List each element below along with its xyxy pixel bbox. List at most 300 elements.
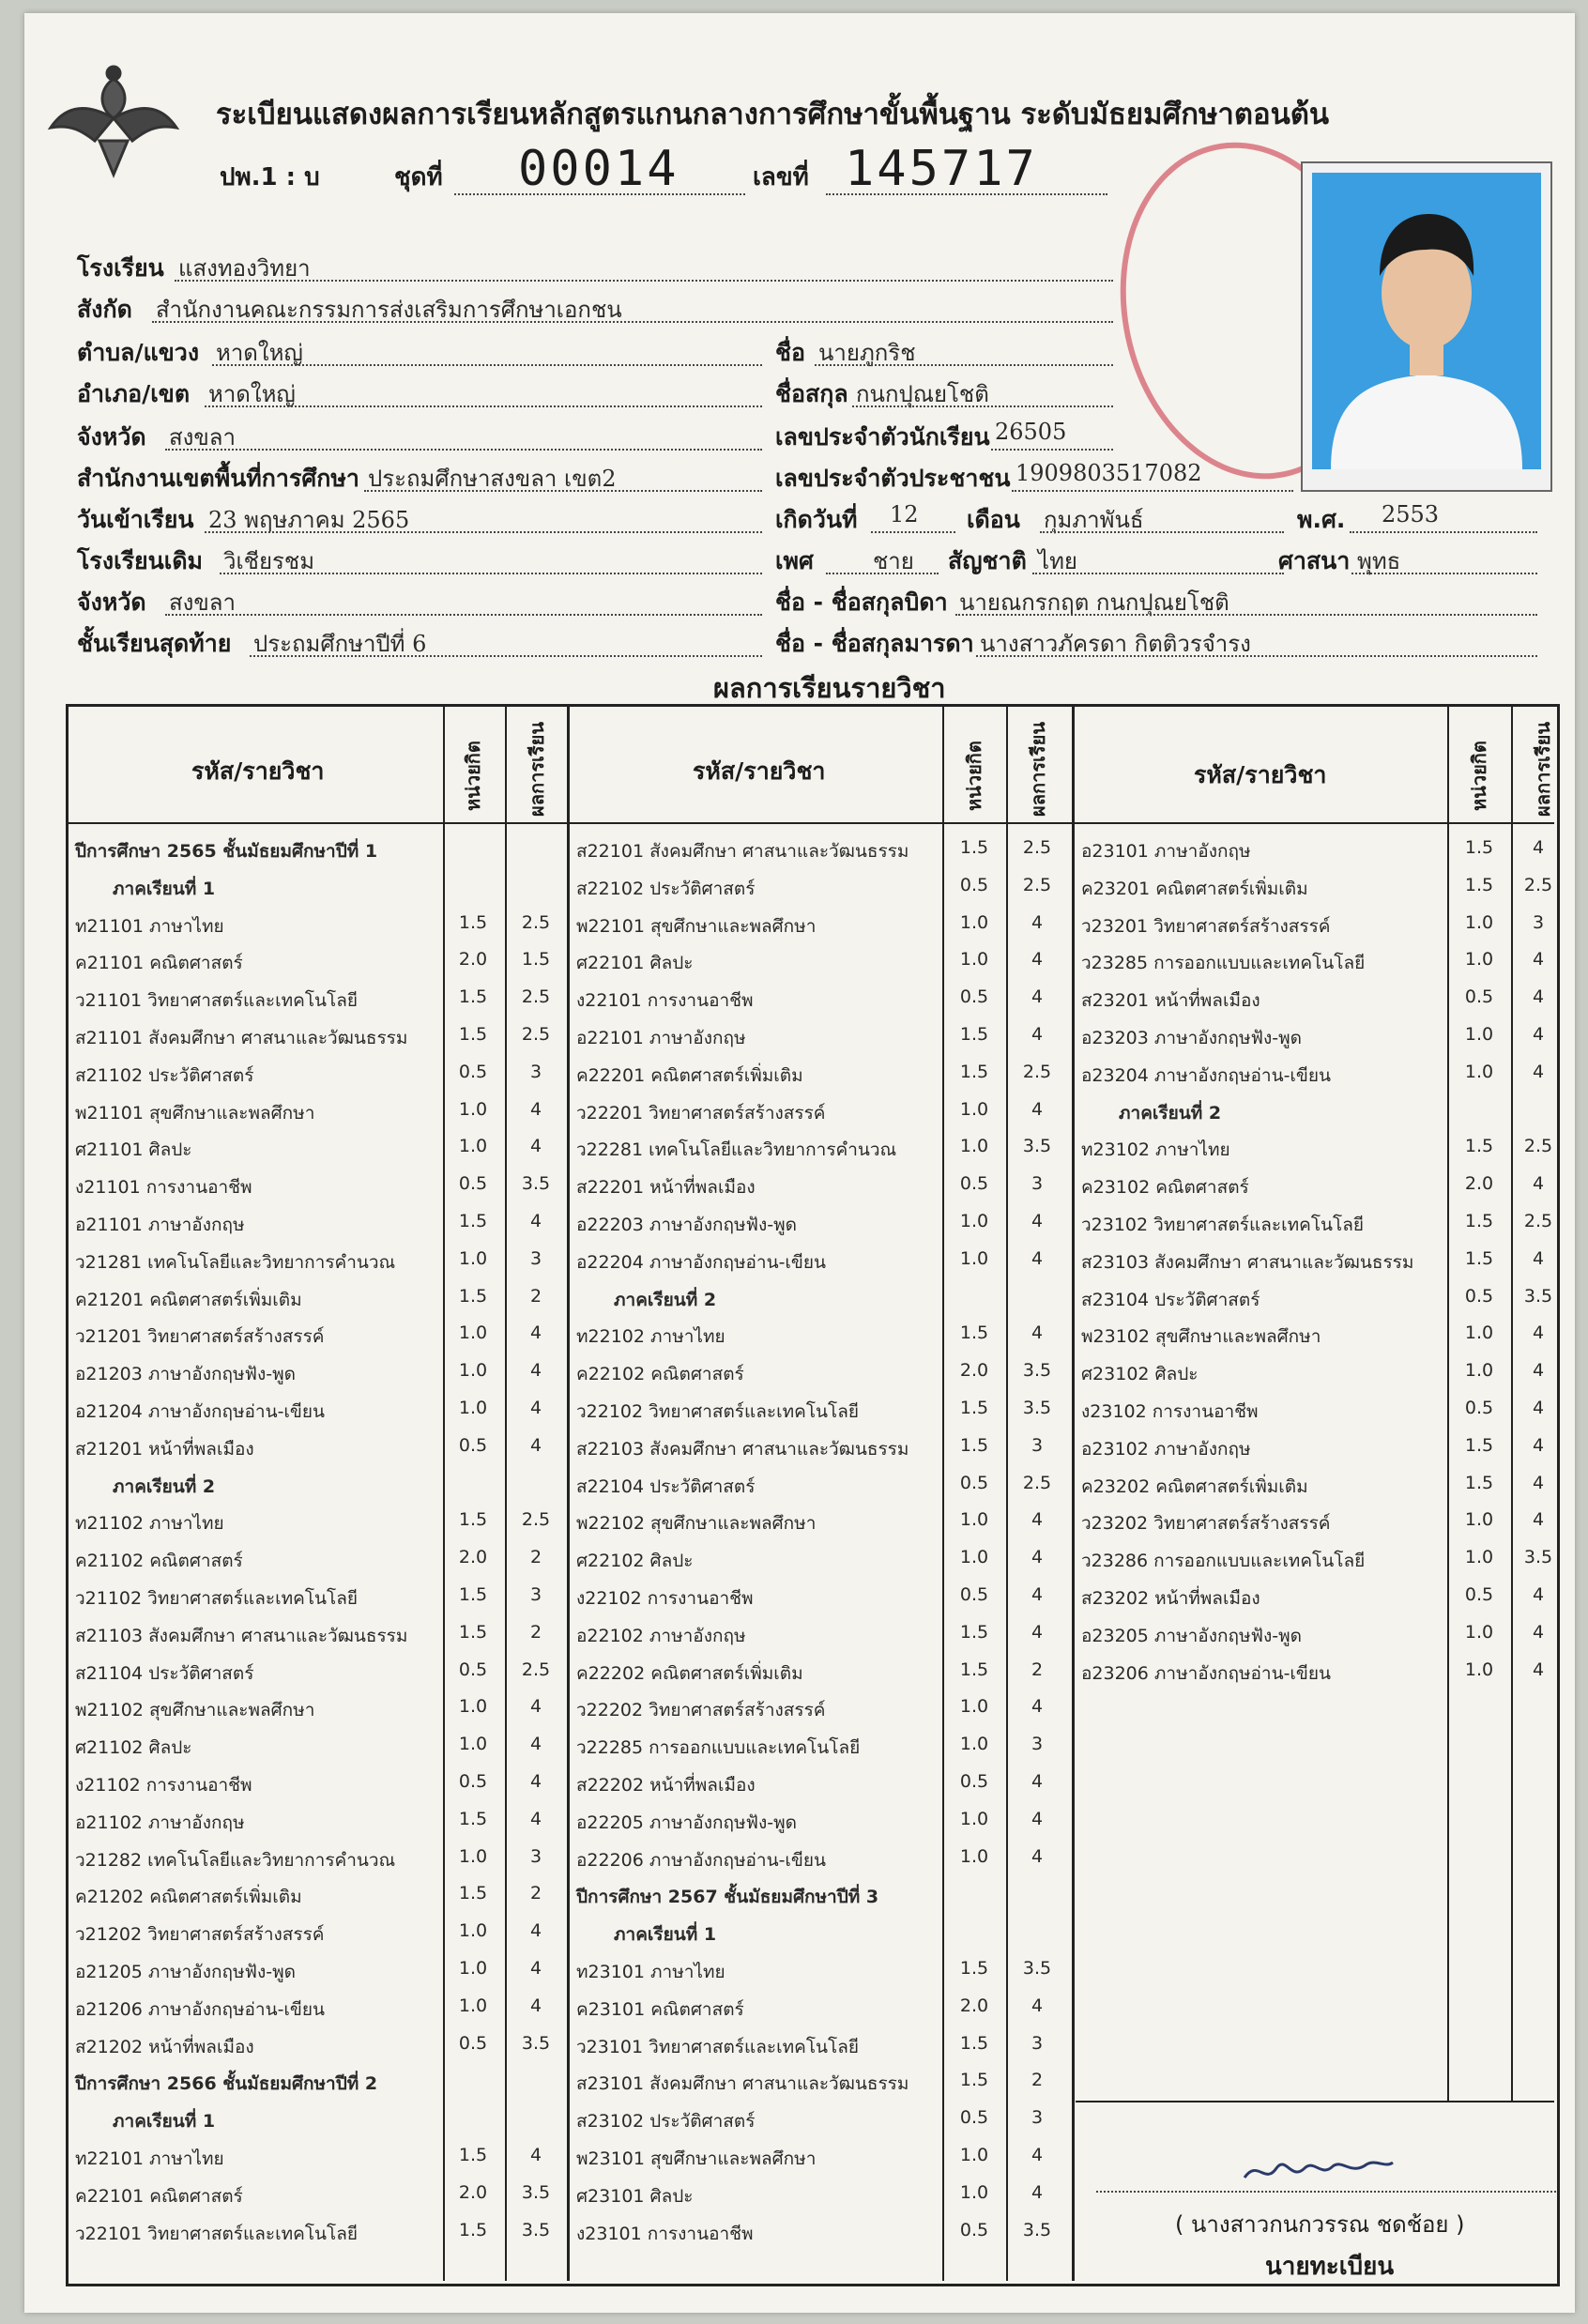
subject-name: ง23102 การงานอาชีพ	[1081, 1401, 1259, 1422]
table-row	[576, 867, 1061, 905]
credit-value: 1.0	[458, 1920, 488, 1942]
table-row	[576, 1614, 1061, 1652]
col2-grade-header: ผลการเรียน	[1027, 721, 1049, 817]
subject-name: ท21102 ภาษาไทย	[75, 1513, 224, 1535]
subject-name: ว22102 วิทยาศาสตร์และเทคโนโลยี	[576, 1401, 860, 1422]
table-row	[576, 2137, 1061, 2175]
table-row	[1081, 867, 1562, 905]
credit-value: 0.5	[458, 1173, 488, 1195]
first-name-label: ชื่อ	[775, 339, 805, 366]
grade-value: 4	[529, 1995, 542, 2016]
credit-value: 0.5	[458, 1659, 488, 1680]
subject-name: ง22101 การงานอาชีพ	[576, 990, 754, 1012]
religion-value: พุทธ	[1357, 548, 1401, 574]
grade-value: 4	[529, 1734, 542, 1755]
credit-value: 1.0	[959, 1696, 989, 1718]
district-label: อำเภอ/เขต	[77, 380, 191, 407]
table-row	[576, 1054, 1061, 1092]
credit-value: 1.5	[458, 2145, 488, 2165]
last-name-value: กนกปุณยโชติ	[856, 381, 989, 407]
table-row	[576, 1465, 1061, 1503]
table-row	[75, 1726, 559, 1764]
grade-value: 4	[529, 1136, 542, 1157]
grade-value: 3	[1031, 2032, 1044, 2054]
table-row	[75, 2175, 559, 2212]
table-row	[75, 2026, 559, 2063]
subject-name: อ22203 ภาษาอังกฤษฟัง-พูด	[576, 1215, 797, 1235]
grade-value: 3.5	[521, 2219, 551, 2240]
subject-name: ศ22102 ศิลปะ	[576, 1551, 694, 1572]
table-row	[1081, 1241, 1562, 1278]
table-row	[576, 1390, 1061, 1428]
grade-value: 4	[529, 1211, 542, 1231]
subject-name: ส22201 หน้าที่พลเมือง	[576, 1177, 756, 1199]
credit-value: 1.0	[959, 2145, 989, 2165]
student-photo	[1301, 161, 1552, 492]
grade-value: 3.5	[521, 2032, 551, 2054]
credit-value: 1.0	[458, 1734, 488, 1755]
subject-name: ค21101 คณิตศาสตร์	[75, 953, 243, 974]
table-row	[75, 1950, 559, 1988]
subject-name: ค22101 คณิตศาสตร์	[75, 2185, 243, 2207]
grade-value: 2	[1031, 2070, 1044, 2091]
grade-value: 3.5	[1022, 1136, 1052, 1157]
table-row	[1081, 1614, 1562, 1652]
table-row	[75, 1128, 559, 1166]
table-row	[1081, 1353, 1562, 1390]
subject-name: พ22102 สุขศึกษาและพลศึกษา	[576, 1513, 817, 1535]
subject-name: ค22202 คณิตศาสตร์เพิ่มเติม	[576, 1662, 803, 1684]
prev-school-value: วิเชียรชม	[223, 548, 315, 574]
prev-province-dots	[165, 614, 762, 616]
first-name-dots	[815, 364, 1113, 366]
credit-value: 1.0	[959, 2181, 989, 2203]
grade-value: 4	[529, 1696, 542, 1718]
credit-value: 0.5	[1464, 986, 1494, 1008]
table-row	[576, 2175, 1061, 2212]
subject-name: ศ23102 ศิลปะ	[1081, 1364, 1199, 1385]
table-row	[75, 1390, 559, 1428]
table-row	[576, 1950, 1061, 1988]
grade-value: 4	[1031, 911, 1044, 933]
semester-heading	[576, 1913, 1061, 1950]
grade-value: 4	[529, 1920, 542, 1942]
student-id-value: 26505	[995, 419, 1067, 445]
grade-value: 3	[1031, 1734, 1044, 1755]
subject-name: ส21101 สังคมศึกษา ศาสนาและวัฒนธรรม	[75, 1028, 408, 1048]
grade-value: 3.5	[1523, 1547, 1553, 1568]
subject-name: ท22102 ภาษาไทย	[576, 1326, 725, 1348]
credit-value: 1.0	[458, 1360, 488, 1382]
subject-name: ว23285 การออกแบบและเทคโนโลยี	[1081, 953, 1366, 974]
table-row	[576, 1726, 1061, 1764]
birth-month-dots	[1040, 531, 1284, 533]
table-row	[576, 1839, 1061, 1876]
grade-value: 4	[1532, 1621, 1545, 1643]
number-dots	[826, 193, 1107, 195]
grade-value: 4	[1532, 1398, 1545, 1418]
last-grade-value: ประถมศึกษาปีที่ 6	[253, 631, 427, 657]
subject-name: ว22281 เทคโนโลยีและวิทยาการคำนวณ	[576, 1139, 897, 1161]
subject-name: ค22201 คณิตศาสตร์เพิ่มเติม	[576, 1064, 803, 1086]
table-row	[1081, 1390, 1562, 1428]
subject-name: ส23104 ประวัติศาสตร์	[1081, 1289, 1260, 1310]
subdistrict-label: ตำบล/แขวง	[77, 339, 200, 366]
grade-value: 3.5	[521, 2181, 551, 2203]
nationality-label: สัญชาติ	[948, 547, 1027, 574]
credit-value: 1.5	[1464, 837, 1494, 858]
table-row	[1081, 1203, 1562, 1241]
subject-name: ว22202 วิทยาศาสตร์สร้างสรรค์	[576, 1700, 826, 1721]
credit-value: 1.5	[458, 1883, 488, 1904]
credit-value: 1.5	[959, 1398, 989, 1418]
grade-value: 2	[529, 1621, 542, 1643]
semester-heading	[75, 1465, 559, 1503]
mother-label: ชื่อ - ชื่อสกุลมารดา	[775, 630, 974, 657]
credit-value: 1.5	[458, 1211, 488, 1231]
table-row	[1081, 905, 1562, 942]
credit-value: 1.5	[458, 2219, 488, 2240]
credit-value: 1.5	[959, 1659, 989, 1680]
credit-value: 1.0	[959, 1808, 989, 1829]
credit-value: 0.5	[959, 2107, 989, 2129]
credit-value: 1.0	[1464, 949, 1494, 971]
credit-value: 1.0	[959, 911, 989, 933]
grade-value: 4	[529, 1398, 542, 1418]
birth-year-dots	[1350, 531, 1537, 533]
subject-name: ปีการศึกษา 2567 ชั้นมัธยมศึกษาปีที่ 3	[576, 1887, 879, 1908]
table-row	[576, 1203, 1061, 1241]
document-title: ระเบียนแสดงผลการเรียนหลักสูตรแกนกลางการศึกษาขั้นพื้นฐาน ระดับมัธยมศึกษาตอนต้น	[216, 98, 1330, 131]
grade-value: 4	[1532, 837, 1545, 858]
subject-name: อ23205 ภาษาอังกฤษฟัง-พูด	[1081, 1625, 1302, 1646]
religion-label: ศาสนา	[1278, 547, 1351, 574]
credit-value: 1.5	[959, 1061, 989, 1082]
credit-value: 2.0	[458, 2181, 488, 2203]
table-row	[576, 1652, 1061, 1689]
credit-value: 1.5	[959, 1434, 989, 1456]
table-row	[1081, 1278, 1562, 1316]
table-row	[1081, 1017, 1562, 1054]
table-row	[576, 941, 1061, 979]
grade-value: 3	[1532, 911, 1545, 933]
credit-value: 1.0	[1464, 1659, 1494, 1680]
credit-value: 1.0	[1464, 1360, 1494, 1382]
credit-value: 1.5	[1464, 1434, 1494, 1456]
col1-credit-header: หน่วยกิต	[462, 741, 484, 811]
credit-value: 1.0	[959, 1136, 989, 1157]
grade-value: 4	[1031, 1323, 1044, 1344]
subject-name: อ21205 ภาษาอังกฤษฟัง-พูด	[75, 1962, 296, 1982]
registrar-name: ( นางสาวกนกวรรณ ชดช้อย )	[1175, 2211, 1465, 2238]
subject-name: ส22104 ประวัติศาสตร์	[576, 1475, 756, 1497]
table-row	[75, 1241, 559, 1278]
grade-value: 2.5	[521, 911, 551, 933]
table-row	[75, 1577, 559, 1614]
col3-subject-header: รหัส/รายวิชา	[1194, 761, 1327, 788]
table-row	[75, 905, 559, 942]
nationality-dots	[1032, 573, 1284, 574]
table-row	[75, 1764, 559, 1801]
col1-subject-header: รหัส/รายวิชา	[191, 757, 325, 785]
subject-name: ว22101 วิทยาศาสตร์และเทคโนโลยี	[75, 2223, 359, 2244]
subject-name: ภาคเรียนที่ 2	[614, 1289, 717, 1310]
province-value: สงขลา	[169, 424, 236, 451]
grade-value: 4	[529, 2145, 542, 2165]
table-row	[75, 1353, 559, 1390]
grade-value: 4	[1031, 1696, 1044, 1718]
subject-name: ส22102 ประวัติศาสตร์	[576, 878, 756, 899]
table-row	[1081, 979, 1562, 1017]
grade-value: 2.5	[1523, 1136, 1553, 1157]
table-row	[75, 1203, 559, 1241]
credit-value: 1.5	[1464, 1472, 1494, 1493]
grade-value: 4	[1031, 1845, 1044, 1867]
table-row	[75, 1315, 559, 1353]
grade-value: 1.5	[521, 949, 551, 971]
grade-value: 4	[1031, 986, 1044, 1008]
grade-value: 4	[1031, 2145, 1044, 2165]
table-row	[576, 1128, 1061, 1166]
subject-name: พ21101 สุขศึกษาและพลศึกษา	[75, 1102, 315, 1124]
subject-name: ง21101 การงานอาชีพ	[75, 1177, 252, 1199]
semester-heading	[1081, 1092, 1562, 1129]
table-row	[75, 1017, 559, 1054]
credit-value: 1.5	[959, 837, 989, 858]
credit-value: 1.0	[1464, 1323, 1494, 1344]
subject-name: ศ21102 ศิลปะ	[75, 1737, 192, 1759]
table-row	[1081, 1428, 1562, 1465]
sex-value: ชาย	[873, 548, 914, 574]
table-row	[75, 1166, 559, 1203]
grade-value: 4	[1031, 1808, 1044, 1829]
col3-start-line	[1072, 704, 1075, 2281]
subject-name: ภาคเรียนที่ 1	[614, 1924, 717, 1946]
subject-name: ส21201 หน้าที่พลเมือง	[75, 1438, 254, 1460]
grade-value: 3.5	[1022, 1360, 1052, 1382]
last-grade-dots	[250, 655, 762, 657]
table-row	[576, 1353, 1061, 1390]
col2-subject-header: รหัส/รายวิชา	[693, 757, 826, 785]
grade-value: 4	[1031, 1771, 1044, 1792]
credit-value: 1.0	[458, 1958, 488, 1979]
registrar-role: นายทะเบียน	[1265, 2253, 1395, 2281]
grade-value: 3	[529, 1845, 542, 1867]
semester-heading	[576, 1278, 1061, 1316]
table-row	[1081, 1166, 1562, 1203]
set-value: 00014	[518, 141, 679, 197]
subdistrict-dots	[212, 364, 762, 366]
grade-value: 2.5	[521, 1509, 551, 1531]
grade-value: 2.5	[1022, 1472, 1052, 1493]
entry-date-label: วันเข้าเรียน	[77, 506, 194, 533]
subject-name: ส21202 หน้าที่พลเมือง	[75, 2036, 254, 2057]
entry-date-dots	[205, 531, 762, 533]
prev-school-label: โรงเรียนเดิม	[77, 547, 204, 574]
subject-name: ว21282 เทคโนโลยีและวิทยาการคำนวณ	[75, 1849, 396, 1871]
table-row	[75, 1875, 559, 1913]
table-row	[576, 2212, 1061, 2250]
credit-value: 1.5	[959, 1024, 989, 1045]
table-row	[75, 1614, 559, 1652]
subject-name: อ23102 ภาษาอังกฤษ	[1081, 1438, 1251, 1460]
sex-dots	[826, 573, 939, 574]
subject-name: ค23201 คณิตศาสตร์เพิ่มเติม	[1081, 878, 1308, 899]
province-label: จังหวัด	[77, 423, 146, 451]
school-value: แสงทองวิทยา	[178, 255, 311, 282]
grade-value: 3.5	[521, 1173, 551, 1195]
grade-value: 4	[1532, 1247, 1545, 1269]
subject-name: ว21281 เทคโนโลยีและวิทยาการคำนวณ	[75, 1251, 396, 1273]
subject-name: ภาคเรียนที่ 1	[113, 878, 216, 899]
subject-name: ท23102 ภาษาไทย	[1081, 1139, 1230, 1161]
religion-dots	[1351, 573, 1537, 574]
grade-value: 2	[529, 1883, 542, 1904]
table-row	[576, 1801, 1061, 1839]
grade-value: 4	[1031, 1621, 1044, 1643]
grade-value: 3	[529, 1061, 542, 1082]
credit-value: 1.5	[959, 2032, 989, 2054]
subject-name: ภาคเรียนที่ 2	[113, 1475, 216, 1497]
grade-value: 4	[1031, 2181, 1044, 2203]
col3-credit-header: หน่วยกิต	[1468, 741, 1490, 811]
last-grade-label: ชั้นเรียนสุดท้าย	[77, 630, 232, 657]
grade-value: 4	[529, 1771, 542, 1792]
subject-name: ง23101 การงานอาชีพ	[576, 2223, 754, 2244]
student-portrait-icon	[1312, 173, 1541, 469]
subject-name: อ23206 ภาษาอังกฤษอ่าน-เขียน	[1081, 1662, 1332, 1684]
subject-name: อ23204 ภาษาอังกฤษอ่าน-เขียน	[1081, 1064, 1332, 1086]
nationality-value: ไทย	[1038, 548, 1077, 574]
subject-name: พ21102 สุขศึกษาและพลศึกษา	[75, 1700, 315, 1721]
subject-name: ว21202 วิทยาศาสตร์สร้างสรรค์	[75, 1924, 325, 1946]
academic-year-heading	[576, 1875, 1061, 1913]
set-dots	[454, 193, 745, 195]
credit-value: 0.5	[959, 874, 989, 895]
credit-value: 0.5	[959, 1771, 989, 1792]
subject-name: ง22102 การงานอาชีพ	[576, 1588, 754, 1609]
signature-dots	[1096, 2191, 1556, 2193]
subject-name: ท22101 ภาษาไทย	[75, 2148, 224, 2169]
table-row	[75, 2212, 559, 2250]
subject-name: ส22202 หน้าที่พลเมือง	[576, 1775, 756, 1796]
birth-year-label: พ.ศ.	[1297, 506, 1346, 533]
table-row	[576, 1539, 1061, 1577]
prev-school-dots	[220, 573, 762, 574]
school-label: โรงเรียน	[77, 254, 164, 282]
subject-name: ว22201 วิทยาศาสตร์สร้างสรรค์	[576, 1102, 826, 1124]
subject-name: ภาคเรียนที่ 2	[1119, 1102, 1222, 1124]
subject-name: ท21101 ภาษาไทย	[75, 915, 224, 937]
subject-name: อ21204 ภาษาอังกฤษอ่าน-เขียน	[75, 1401, 326, 1422]
table-row	[1081, 941, 1562, 979]
grade-value: 3.5	[1022, 2219, 1052, 2240]
grade-value: 4	[1031, 1024, 1044, 1045]
birth-day-dots	[871, 531, 955, 533]
credit-value: 1.0	[1464, 1547, 1494, 1568]
subject-name: อ21102 ภาษาอังกฤษ	[75, 1812, 245, 1833]
grade-value: 4	[529, 1360, 542, 1382]
number-value: 145717	[845, 141, 1038, 197]
student-id-dots	[991, 449, 1113, 451]
table-row	[75, 1913, 559, 1950]
birth-day-value: 12	[890, 501, 919, 527]
credit-value: 1.5	[458, 1621, 488, 1643]
academic-year-heading	[75, 2062, 559, 2100]
subject-name: ว21101 วิทยาศาสตร์และเทคโนโลยี	[75, 990, 359, 1012]
subject-name: ว21102 วิทยาศาสตร์และเทคโนโลยี	[75, 1588, 359, 1609]
subject-name: ภาคเรียนที่ 1	[113, 2111, 216, 2133]
table-row	[1081, 1577, 1562, 1614]
table-row	[576, 1577, 1061, 1614]
credit-value: 0.5	[959, 1173, 989, 1195]
credit-value: 1.0	[458, 1845, 488, 1867]
subject-name: ส23201 หน้าที่พลเมือง	[1081, 990, 1260, 1012]
subject-name: ค23202 คณิตศาสตร์เพิ่มเติม	[1081, 1475, 1308, 1497]
grade-value: 4	[1532, 1173, 1545, 1195]
grade-value: 2.5	[1523, 1211, 1553, 1231]
form-code: ปพ.1 : บ	[220, 163, 320, 191]
credit-value: 1.0	[458, 1136, 488, 1157]
credit-value: 1.5	[959, 1958, 989, 1979]
table-row	[576, 1502, 1061, 1539]
credit-value: 1.0	[959, 1509, 989, 1531]
credit-value: 0.5	[458, 1061, 488, 1082]
credit-value: 1.5	[458, 1024, 488, 1045]
credit-value: 1.5	[959, 1621, 989, 1643]
grade-value: 3.5	[1523, 1285, 1553, 1307]
grade-value: 3	[529, 1247, 542, 1269]
last-name-dots	[852, 405, 1113, 407]
subject-name: อ22205 ภาษาอังกฤษฟัง-พูด	[576, 1812, 797, 1833]
grade-value: 3	[529, 1584, 542, 1605]
subject-name: ว21201 วิทยาศาสตร์สร้างสรรค์	[75, 1326, 325, 1348]
citizen-id-value: 1909803517082	[1015, 460, 1202, 486]
credit-value: 1.5	[458, 1509, 488, 1531]
table-row	[1081, 1502, 1562, 1539]
subject-name: ค22102 คณิตศาสตร์	[576, 1364, 744, 1385]
table-row	[75, 1278, 559, 1316]
credit-value: 0.5	[458, 1434, 488, 1456]
credit-value: 1.5	[458, 1285, 488, 1307]
grade-value: 3	[1031, 1434, 1044, 1456]
table-row	[75, 1839, 559, 1876]
birth-day-label: เกิดวันที่	[775, 506, 858, 533]
table-row	[576, 2026, 1061, 2063]
table-row	[576, 979, 1061, 1017]
prev-province-label: จังหวัด	[77, 589, 146, 616]
credit-value: 1.0	[458, 1323, 488, 1344]
credit-value: 1.0	[959, 1247, 989, 1269]
area-office-label: สำนักงานเขตพื้นที่การศึกษา	[77, 465, 359, 492]
credit-value: 1.0	[458, 1995, 488, 2016]
table-row	[75, 979, 559, 1017]
registrar-signature-icon	[1239, 2140, 1398, 2196]
entry-date-value: 23 พฤษภาคม 2565	[208, 507, 410, 533]
credit-value: 1.5	[458, 1808, 488, 1829]
subject-name: อ21206 ภาษาอังกฤษอ่าน-เขียน	[75, 1998, 326, 2020]
table-row	[1081, 1465, 1562, 1503]
subject-name: ว22285 การออกแบบและเทคโนโลยี	[576, 1737, 861, 1759]
grade-value: 4	[1031, 1509, 1044, 1531]
subject-name: ปีการศึกษา 2565 ชั้นมัธยมศึกษาปีที่ 1	[75, 841, 378, 862]
subject-name: อ23101 ภาษาอังกฤษ	[1081, 841, 1251, 862]
subject-name: ว23202 วิทยาศาสตร์สร้างสรรค์	[1081, 1513, 1331, 1535]
set-label: ชุดที่	[394, 163, 443, 191]
grade-value: 4	[1532, 1472, 1545, 1493]
credit-value: 1.0	[458, 1398, 488, 1418]
subject-name: พ23102 สุขศึกษาและพลศึกษา	[1081, 1326, 1321, 1348]
